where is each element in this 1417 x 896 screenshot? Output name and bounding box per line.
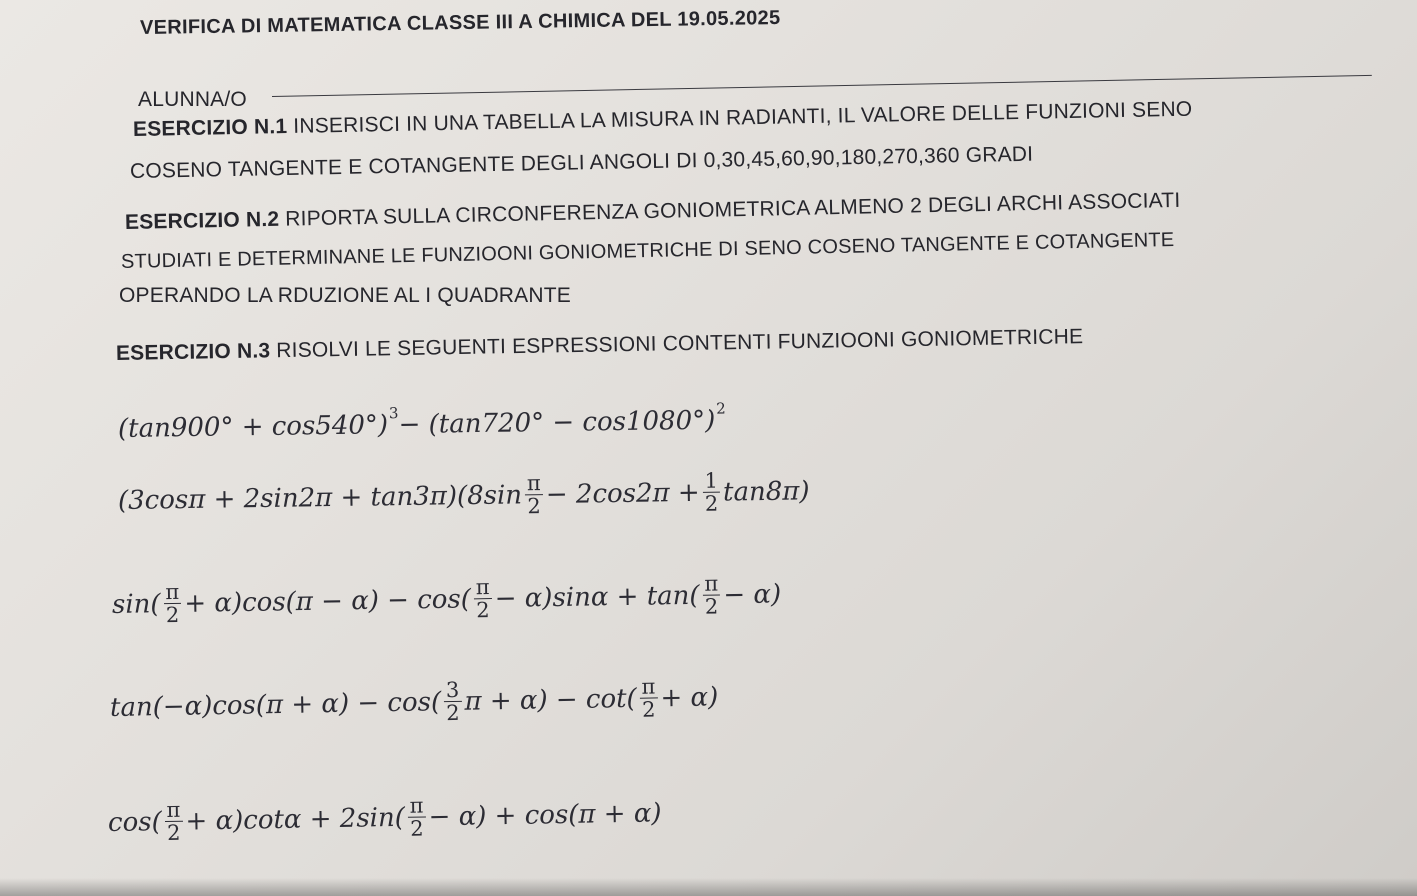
exercise-1-text-2: COSENO TANGENTE E COTANGENTE DEGLI ANGOLI DI 0,30,45,60,90,180,270,360 GRADI bbox=[129, 142, 1034, 183]
expression-5-part-b: + α)cotα + 2sin( bbox=[185, 802, 406, 837]
fraction bbox=[702, 470, 720, 515]
fraction-numerator: π bbox=[474, 576, 492, 599]
expression-3-part-c: − α)sinα + tan( bbox=[494, 580, 700, 614]
expression-5-part-a: cos( bbox=[107, 806, 162, 838]
fraction-numerator: π bbox=[639, 675, 657, 698]
fraction-denominator: 2 bbox=[476, 598, 490, 623]
fraction-numerator: π bbox=[702, 572, 720, 595]
page-title: VERIFICA DI MATEMATICA CLASSE III A CHIMICA DEL 19.05.2025 bbox=[139, 6, 781, 40]
expression-2-part-a: (3cosπ + 2sin2π + tan3π)(8sin bbox=[117, 479, 523, 516]
fraction bbox=[407, 794, 426, 839]
exercise-2-text-1: RIPORTA SULLA CIRCONFERENZA GONIOMETRICA ALMENO 2 DEGLI ARCHI ASSOCIATI bbox=[285, 188, 1181, 231]
expression-1-exponent-1: 3 bbox=[388, 404, 399, 423]
fraction-denominator: 2 bbox=[410, 816, 424, 841]
expression-4-part-a: tan(−α)cos(π + α) − cos( bbox=[109, 686, 442, 723]
fraction-denominator: 2 bbox=[166, 820, 181, 846]
fraction-numerator: π bbox=[525, 472, 543, 495]
expression-1-part-a: (tan900° + cos540°) bbox=[117, 410, 389, 444]
exercise-3-label: ESERCIZIO N.3 bbox=[115, 339, 271, 365]
fraction bbox=[163, 581, 182, 626]
expression-5 bbox=[108, 790, 662, 845]
fraction bbox=[702, 572, 721, 617]
fraction-denominator: 2 bbox=[704, 594, 719, 619]
expression-3-part-b: + α)cos(π − α) − cos( bbox=[184, 583, 472, 619]
exercise-2-text-2: STUDIATI E DETERMINANE LE FUNZIOONI GONIOMETRICHE DI SENO COSENO TANGENTE E COTANGENTE bbox=[120, 228, 1175, 273]
fraction bbox=[639, 675, 658, 720]
fraction bbox=[444, 679, 462, 724]
fraction-denominator: 2 bbox=[527, 494, 541, 519]
exercise-2-label: ESERCIZIO N.2 bbox=[124, 207, 280, 234]
fraction-denominator: 2 bbox=[446, 700, 460, 726]
fraction-denominator: 2 bbox=[704, 491, 719, 516]
exercise-3-text-1: RISOLVI LE SEGUENTI ESPRESSIONI CONTENTI FUNZIOONI GONIOMETRICHE bbox=[276, 325, 1084, 363]
exercise-1-line-1 bbox=[133, 98, 1193, 142]
fraction-numerator: 3 bbox=[444, 679, 462, 702]
fraction-denominator: 2 bbox=[641, 697, 656, 722]
fraction-numerator: π bbox=[163, 581, 181, 604]
fraction bbox=[474, 576, 493, 621]
student-name-label: ALUNNA/O bbox=[138, 88, 247, 111]
fraction-numerator: 1 bbox=[702, 470, 720, 493]
fraction-numerator: π bbox=[164, 799, 182, 822]
expression-2-part-b: − 2cos2π + bbox=[545, 477, 700, 510]
exercise-1-text-1: INSERISCI IN UNA TABELLA LA MISURA IN RADIANTI, IL VALORE DELLE FUNZIONI SENO bbox=[293, 97, 1193, 138]
expression-3 bbox=[112, 571, 782, 627]
exercise-1-label: ESERCIZIO N.1 bbox=[132, 115, 288, 141]
exercise-2-text-3: OPERANDO LA RDUZIONE AL I QUADRANTE bbox=[119, 284, 571, 307]
expression-3-part-d: − α) bbox=[723, 579, 782, 610]
page-bottom-shadow bbox=[0, 878, 1417, 896]
expression-2 bbox=[118, 468, 810, 523]
fraction-denominator: 2 bbox=[165, 602, 180, 628]
expression-1-part-b: − (tan720° − cos1080°) bbox=[398, 405, 716, 441]
student-name-field[interactable] bbox=[272, 75, 1372, 97]
fraction-numerator: π bbox=[407, 794, 425, 817]
exercise-3-line-1 bbox=[116, 325, 1084, 366]
expression-4-part-c: + α) bbox=[660, 681, 719, 713]
fraction bbox=[164, 799, 183, 844]
expression-4 bbox=[110, 674, 719, 730]
expression-2-part-c: tan8π) bbox=[722, 475, 810, 508]
fraction bbox=[525, 472, 543, 517]
expression-1-exponent-2: 2 bbox=[716, 399, 726, 418]
expression-1 bbox=[117, 399, 726, 444]
expression-5-part-c: − α) + cos(π + α) bbox=[428, 797, 662, 832]
expression-4-part-b: π + α) − cot( bbox=[464, 683, 637, 717]
expression-3-part-a: sin( bbox=[111, 588, 161, 620]
exercise-2-line-1 bbox=[125, 189, 1181, 235]
